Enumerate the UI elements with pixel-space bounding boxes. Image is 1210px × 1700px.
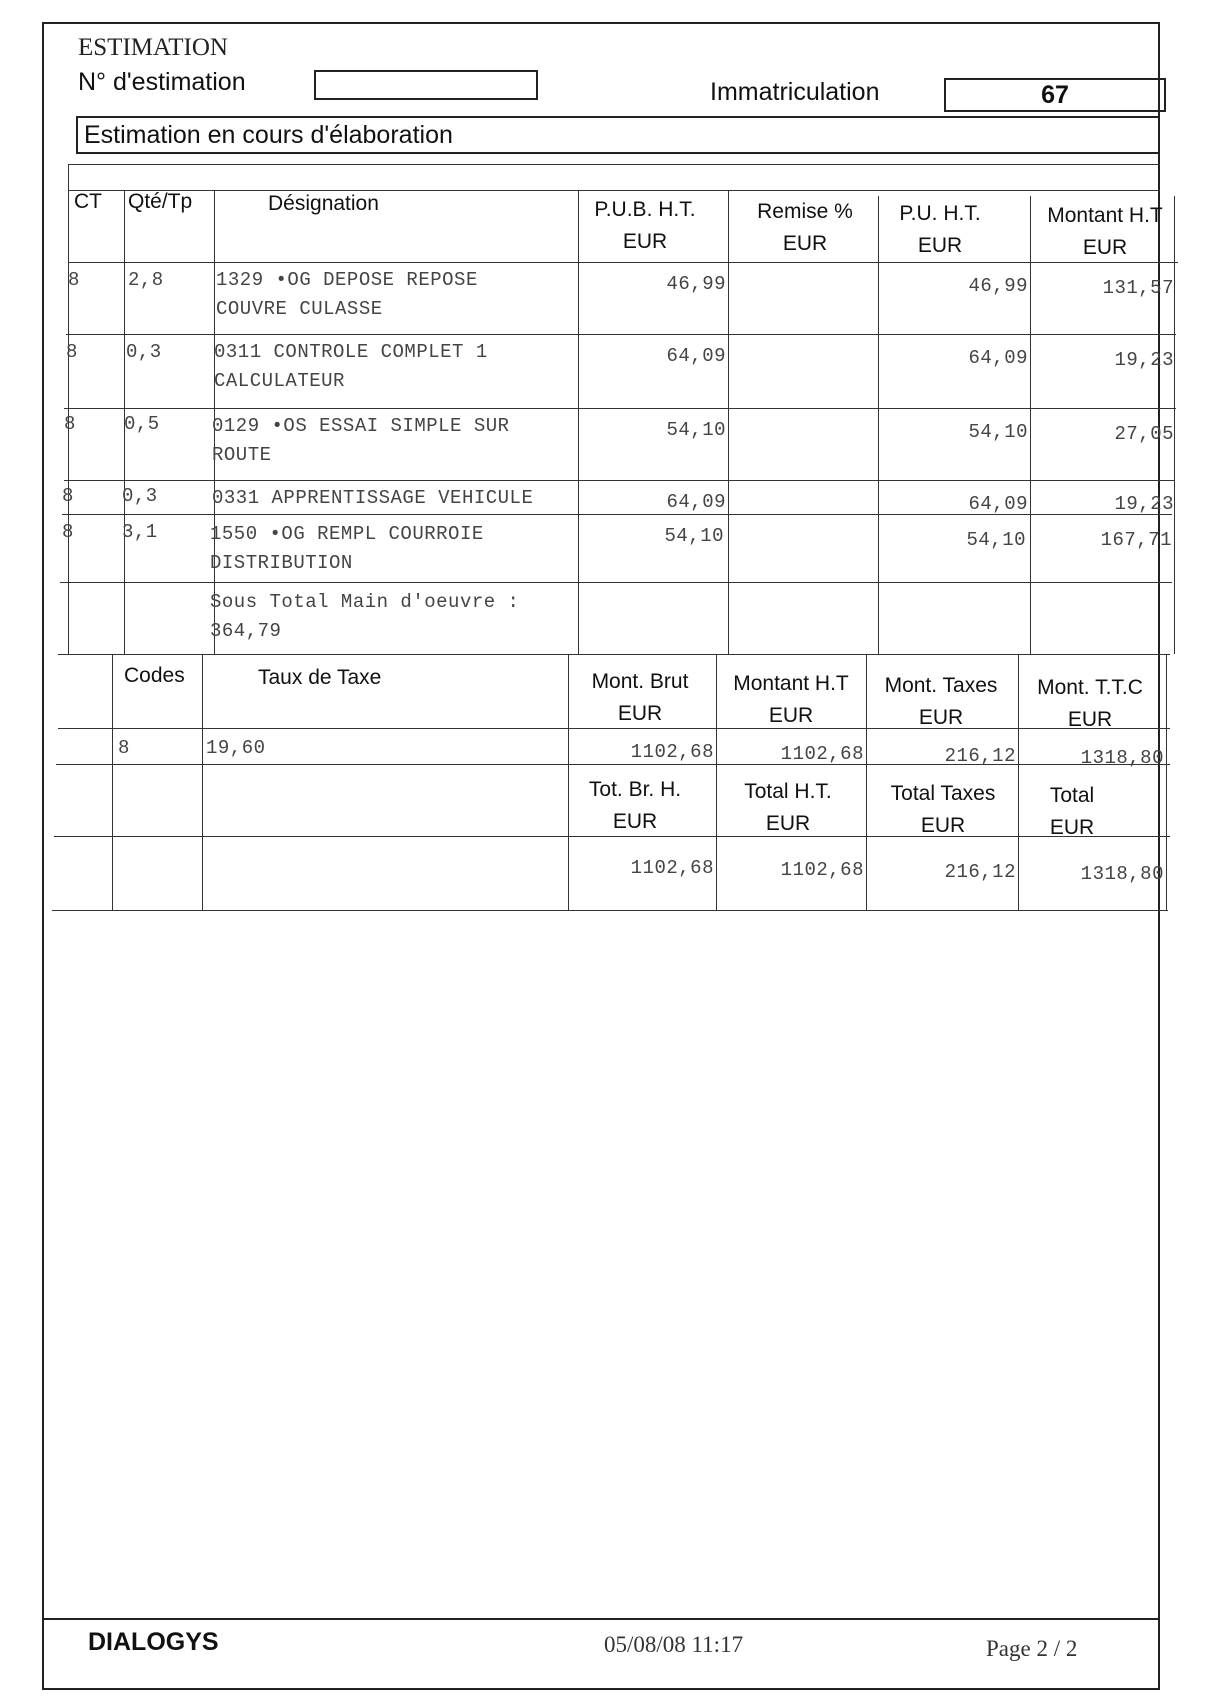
row-ct: 8 bbox=[68, 269, 80, 291]
col-tot-brut: Tot. Br. H. EUR bbox=[588, 778, 682, 833]
row-montant-ht: 131,57 bbox=[1102, 277, 1174, 299]
total-ht: 1102,68 bbox=[780, 859, 864, 881]
tax-ttc: 1318,80 bbox=[1080, 747, 1164, 769]
col-designation: Désignation bbox=[268, 192, 379, 215]
estimation-number-label: N° d'estimation bbox=[78, 68, 246, 96]
row-ct: 8 bbox=[66, 341, 78, 363]
col-total: Total EUR bbox=[1049, 784, 1095, 839]
tax-taxes: 216,12 bbox=[944, 745, 1016, 767]
tax-rate: 19,60 bbox=[206, 737, 266, 759]
row-montant-ht: 19,23 bbox=[1114, 493, 1174, 515]
footer-page-number: Page 2 / 2 bbox=[986, 1636, 1078, 1661]
row-qty: 2,8 bbox=[128, 269, 164, 291]
col-ct: CT bbox=[74, 190, 102, 213]
col-mont-taxes: Mont. Taxes EUR bbox=[884, 674, 998, 729]
total-ttc: 1318,80 bbox=[1080, 863, 1164, 885]
row-montant-ht: 167,71 bbox=[1100, 529, 1172, 551]
footer-company: DIALOGYS bbox=[88, 1628, 219, 1656]
row-qty: 3,1 bbox=[122, 521, 158, 543]
tax-ht: 1102,68 bbox=[780, 743, 864, 765]
tax-code: 8 bbox=[118, 737, 130, 759]
tax-brut: 1102,68 bbox=[630, 741, 714, 763]
col-mont-brut: Mont. Brut EUR bbox=[591, 670, 689, 725]
row-qty: 0,3 bbox=[126, 341, 162, 363]
total-brut: 1102,68 bbox=[630, 857, 714, 879]
col-taux-taxe: Taux de Taxe bbox=[258, 666, 382, 689]
immatriculation-field: 67 bbox=[944, 78, 1166, 112]
row-designation: 0311 CONTROLE COMPLET 1 CALCULATEUR bbox=[214, 341, 488, 392]
document-title: ESTIMATION bbox=[78, 34, 228, 61]
col-pub-ht: P.U.B. H.T. EUR bbox=[594, 198, 696, 253]
total-taxes: 216,12 bbox=[944, 861, 1016, 883]
row-ct: 8 bbox=[64, 413, 76, 435]
col-codes: Codes bbox=[124, 664, 185, 687]
row-qty: 0,3 bbox=[122, 485, 158, 507]
footer-divider bbox=[42, 1618, 1160, 1620]
row-pub-ht: 64,09 bbox=[666, 345, 726, 367]
row-designation: 1550 •OG REMPL COURROIE DISTRIBUTION bbox=[210, 523, 484, 574]
row-designation: 0331 APPRENTISSAGE VEHICULE bbox=[212, 487, 534, 509]
row-designation: 0129 •OS ESSAI SIMPLE SUR ROUTE bbox=[212, 415, 510, 466]
row-pub-ht: 64,09 bbox=[666, 491, 726, 513]
row-montant-ht: 27,05 bbox=[1114, 423, 1174, 445]
col-total-ht: Total H.T. EUR bbox=[744, 780, 832, 835]
row-ct: 8 bbox=[62, 485, 74, 507]
status-text: Estimation en cours d'élaboration bbox=[84, 121, 453, 149]
row-designation: 1329 •OG DEPOSE REPOSE COUVRE CULASSE bbox=[216, 269, 478, 320]
col-remise: Remise % EUR bbox=[757, 200, 853, 255]
row-pu-ht: 64,09 bbox=[968, 347, 1028, 369]
col-tax-montant-ht: Montant H.T EUR bbox=[733, 672, 849, 727]
col-qty: Qté/Tp bbox=[128, 190, 193, 213]
row-pub-ht: 54,10 bbox=[664, 525, 724, 547]
col-pu-ht: P.U. H.T. EUR bbox=[899, 202, 981, 257]
immatriculation-label: Immatriculation bbox=[710, 78, 880, 106]
row-qty: 0,5 bbox=[124, 413, 160, 435]
estimation-number-field bbox=[314, 70, 538, 100]
row-ct: 8 bbox=[62, 521, 74, 543]
row-pu-ht: 64,09 bbox=[968, 493, 1028, 515]
col-mont-ttc: Mont. T.T.C EUR bbox=[1037, 676, 1143, 731]
footer-datetime: 05/08/08 11:17 bbox=[604, 1632, 744, 1657]
row-pu-ht: 46,99 bbox=[968, 275, 1028, 297]
row-pu-ht: 54,10 bbox=[966, 529, 1026, 551]
col-montant-ht: Montant H.T EUR bbox=[1047, 204, 1163, 259]
row-pu-ht: 54,10 bbox=[968, 421, 1028, 443]
col-total-taxes: Total Taxes EUR bbox=[890, 782, 996, 837]
labour-subtotal: Sous Total Main d'oeuvre : 364,79 bbox=[210, 591, 520, 642]
row-montant-ht: 19,23 bbox=[1114, 349, 1174, 371]
row-pub-ht: 46,99 bbox=[666, 273, 726, 295]
row-pub-ht: 54,10 bbox=[666, 419, 726, 441]
